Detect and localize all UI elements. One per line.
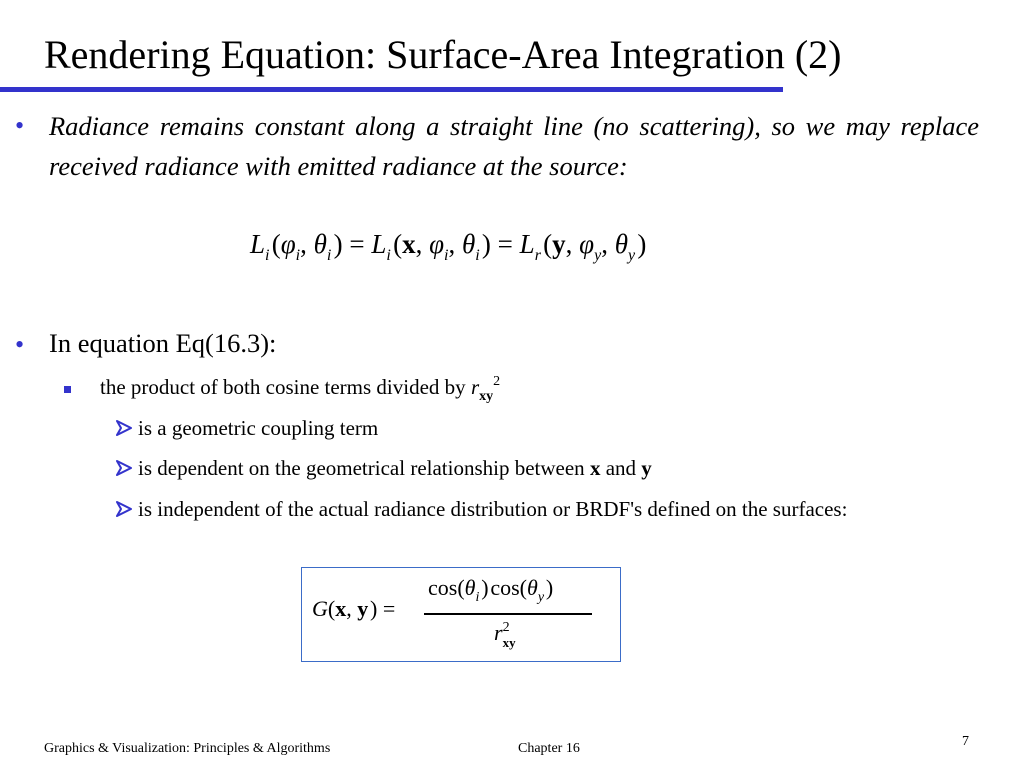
coupling-equation-numerator: $\cos(\theta_i$ ) $\cos(\theta_y$ ) [428,575,554,605]
fraction-bar [424,613,592,615]
square-bullet-icon [64,386,71,393]
arrow-bullet-icon [115,459,133,477]
bullet-equation-ref-text: In equation Eq(16.3): [49,328,277,358]
footer-book-title: Graphics & Visualization: Principles & Algorithms [44,741,331,756]
r-superscript: 2 [502,620,510,635]
eq-subscript: y [627,247,636,264]
and-text: and [605,456,637,480]
eq-subscript: i [326,247,332,264]
title-underline [0,87,783,92]
sub-bullet-label: the product of both cosine terms divided by [100,375,466,399]
coupling-equation-lhs: G(x, y ) = [312,596,396,621]
vector-x: x [335,596,347,621]
vector-x: x [589,456,601,480]
g-symbol: G [312,596,328,621]
eq-symbol: φ [429,229,444,259]
r-subscript: xy [502,635,516,650]
eq-symbol: θ [461,229,476,259]
eq-symbol: θ [313,229,327,259]
r-superscript: 2 [493,374,501,389]
page-number: 7 [962,734,969,749]
eq-symbol: φ [280,229,296,259]
eq-subscript: i [444,247,449,264]
arrow-item-independent: is independent of the actual radiance distribution or BRDF's defined on the surfaces: [138,497,848,521]
vector-y: y [357,596,369,621]
theta-subscript: y [537,590,545,605]
r-subscript: xy [479,389,494,404]
r-symbol: r [494,620,503,645]
radiance-equation: $L_i$ ($\varphi_i$, $\theta_i$ ) = $L_i$ (x, $\varphi_i$, $\theta_i$ ) = $L_r$ (y, $\varphi_y$, $\theta_y$ ) [250,229,647,264]
cos-text: cos( [428,575,465,600]
dependent-text: is dependent on the geometrical relationship between [138,456,585,480]
coupling-equation-denominator [494,618,516,648]
vector-y: y [641,456,652,480]
eq-symbol: θ [614,229,628,259]
footer-chapter: Chapter 16 [518,741,580,756]
theta-symbol: θ [464,575,476,600]
bullet-marker: • [15,330,25,359]
theta-symbol: θ [527,575,538,600]
arrow-item-dependent [138,453,652,483]
eq-vector: x [402,229,416,259]
eq-subscript: y [594,247,602,264]
eq-subscript: i [475,247,480,264]
eq-symbol: L [250,229,266,259]
eq-subscript: i [386,247,391,264]
eq-vector: y [552,229,566,259]
eq-symbol: L [519,229,535,259]
arrow-bullet-icon [115,500,133,518]
arrow-bullet-icon [115,419,133,437]
r-symbol: r [470,375,480,399]
eq-subscript: i [295,247,301,264]
slide-title: Rendering Equation: Surface-Area Integration (2) [44,32,842,77]
arrow-item-coupling: is a geometric coupling term [138,416,379,440]
bullet-radiance-text: Radiance remains constant along a straight line (no scattering), so we may replace received radiance with emitted radiance at the source: [49,111,979,181]
theta-subscript: i [475,590,480,605]
eq-symbol: φ [579,229,595,259]
sub-bullet-product-text [100,372,500,402]
bullet-marker: • [15,111,25,140]
eq-symbol: L [371,229,387,259]
cos-text: cos( [490,575,528,600]
eq-subscript: r [534,247,541,264]
eq-subscript: i [265,247,270,264]
